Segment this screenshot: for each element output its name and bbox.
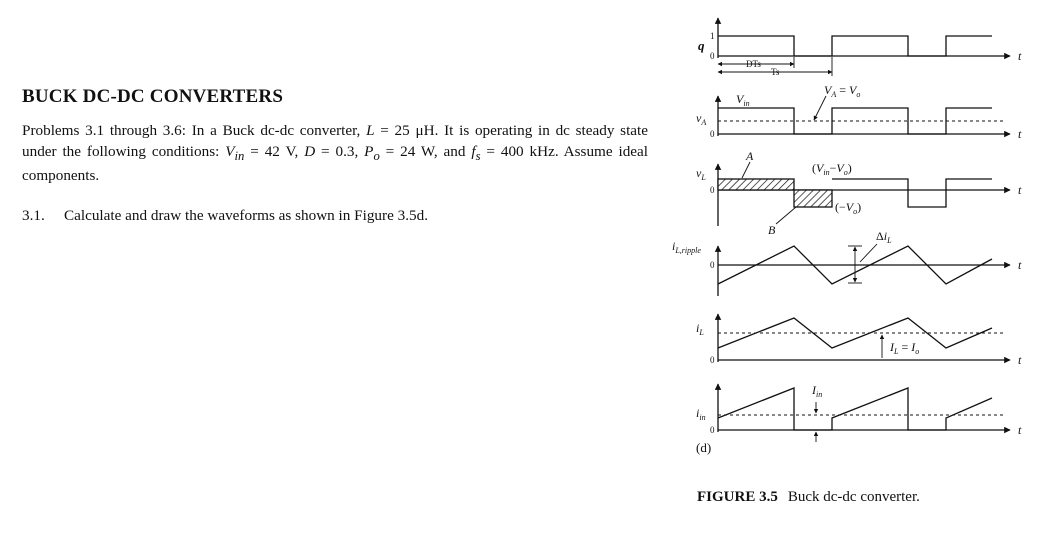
po-subscript: o [373, 148, 380, 163]
caption-label: FIGURE 3.5 [697, 489, 778, 505]
area-a-label: A [746, 149, 754, 163]
delta-il-leader [860, 244, 877, 262]
vin-minus-vo-label: $(V_{in}-V_o)$ [812, 161, 852, 177]
area-b-label: B [768, 223, 776, 237]
va-zero: 0 [710, 129, 715, 139]
and-text: , and [433, 142, 472, 160]
waveform-diagram [672, 14, 1037, 464]
vin-symbol: V [225, 142, 235, 160]
fs-symbol: f [471, 142, 476, 160]
iin-waveform [718, 388, 992, 430]
il-panel [718, 314, 1010, 362]
intro-text: Problems 3.1 through 3.6: In a Buck dc-dc converter, [22, 122, 361, 139]
ripple-t-label: t [1018, 258, 1022, 272]
q-t-label: t [1018, 49, 1022, 63]
vl-waveform [832, 179, 992, 207]
separator: , [294, 142, 305, 160]
vl-area-b [794, 190, 832, 207]
panel-label-d: (d) [696, 440, 712, 455]
va-equals-vo-label: $V_A = V_o$ [824, 83, 861, 99]
vin-subscript: in [234, 148, 245, 163]
vl-axis-label: $v_L$ [696, 166, 706, 182]
vl-panel [718, 162, 1010, 226]
duty-value: = 0.3 [315, 142, 355, 160]
minus-vo-label: $(-V_o)$ [835, 200, 862, 216]
inductance-symbol: L [366, 122, 375, 139]
figure-caption [697, 489, 920, 506]
q-tick-zero: 0 [710, 51, 715, 61]
vin-value: = 42 V [244, 142, 295, 160]
conditions-text: . It is operating in dc steady state under the following conditions: [22, 122, 649, 160]
separator: , [354, 142, 365, 160]
il-t-label: t [1018, 353, 1022, 367]
il-zero: 0 [710, 355, 715, 365]
section-heading: BUCK DC-DC CONVERTERS [22, 86, 284, 107]
fs-value: = 400 kHz [480, 142, 555, 160]
q-label: q [698, 38, 705, 53]
il-axis-label: $i_L$ [696, 321, 704, 337]
closing-text: . Assume ideal components. [22, 142, 649, 185]
iin-zero: 0 [710, 425, 715, 435]
va-average-pointer [814, 96, 826, 120]
caption-text: Buck dc-dc converter. [787, 489, 920, 505]
problem-number: 3.1. [22, 207, 45, 224]
po-value: = 24 W [379, 142, 434, 160]
ripple-axis-label: $i_{L,ripple}$ [672, 239, 701, 255]
ripple-panel [718, 244, 1010, 296]
problem-statement [22, 121, 648, 187]
iin-panel [718, 384, 1010, 442]
area-b-leader [776, 207, 796, 224]
problem-text: Calculate and draw the waveforms as shown in Figure 3.5d. [64, 207, 428, 224]
ripple-zero: 0 [710, 260, 715, 270]
problem-3-1 [22, 207, 428, 225]
duty-symbol: D [304, 142, 316, 160]
q-tick-one: 1 [710, 31, 715, 41]
il-waveform [718, 318, 992, 348]
ts-label: Ts [771, 67, 780, 77]
inductance-value: = 25 μH [374, 122, 435, 139]
fs-subscript: s [475, 148, 481, 163]
va-panel [718, 96, 1010, 136]
vl-t-label: t [1018, 183, 1022, 197]
area-a-leader [742, 162, 750, 178]
iin-axis-label: $i_{in}$ [696, 406, 706, 422]
va-t-label: t [1018, 127, 1022, 141]
vl-zero: 0 [710, 185, 715, 195]
va-waveform [718, 108, 992, 134]
iin-t-label: t [1018, 423, 1022, 437]
iin-average-label: $I_{in}$ [812, 383, 823, 399]
vl-area-a [718, 179, 794, 190]
va-vin-label: $V_{in}$ [736, 92, 750, 108]
po-symbol: P [364, 142, 374, 160]
il-equals-io-label: $I_L = I_o$ [890, 340, 920, 356]
delta-il-label: $\Delta i_L$ [876, 229, 892, 245]
dts-label: DTs [746, 59, 761, 69]
va-axis-label: $v_A$ [696, 111, 707, 127]
q-switching-waveform [718, 36, 992, 56]
figure-3-5d [672, 14, 1037, 464]
q-panel [718, 18, 1010, 76]
